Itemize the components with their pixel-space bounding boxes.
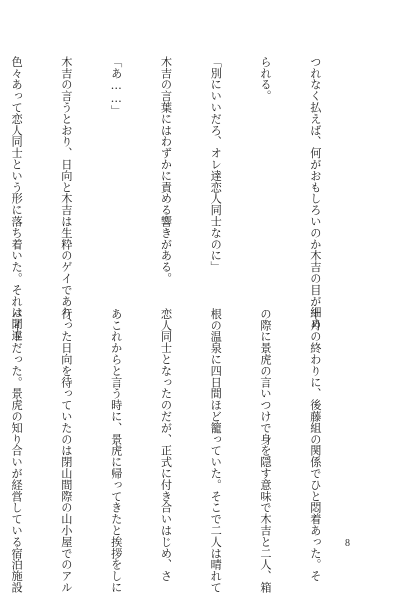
text-line: 「あ……」	[109, 56, 123, 117]
text-line: 木吉の言葉にはわずかに責める響きがある。	[159, 56, 173, 284]
text-line: あこれからと言う時に、景虎に帰ってきたと挨拶をしに	[109, 308, 123, 593]
text-line: 行った日向を待っていたのは閉山間際の山小屋でのアル	[59, 308, 73, 593]
top-text-block	[0, 56, 356, 341]
text-line: 十月の終わりに、後藤組の関係でひと悶着あった。そ	[308, 308, 322, 582]
text-line: られる。	[259, 56, 273, 102]
text-line: バイトだった。景虎の知り合いが経営している宿泊施設	[10, 308, 24, 593]
bottom-text-block	[0, 308, 356, 593]
text-line: 「別にいいだろ、オレ達恋人同士なのに」	[209, 56, 223, 273]
text-line: の際に景虎の言いつけで身を隠す意味で木吉と二人、箱	[259, 308, 273, 593]
page-number: 8	[345, 538, 350, 549]
text-line: 色々あって恋人同士という形に落ち着いた。それは間違	[10, 56, 24, 341]
text-line: 根の温泉に四日間ほど籠っていた。そこで二人は晴れて	[209, 308, 223, 593]
text-line: つれなく払えば、何がおもしろいのか木吉の目が細め	[308, 56, 322, 330]
text-line: 木吉の言うとおり、日向と木吉は生粋のゲイであり、	[59, 56, 73, 330]
text-line: 恋人同士となったのだが、正式に付き合いはじめ、さ	[159, 308, 173, 582]
